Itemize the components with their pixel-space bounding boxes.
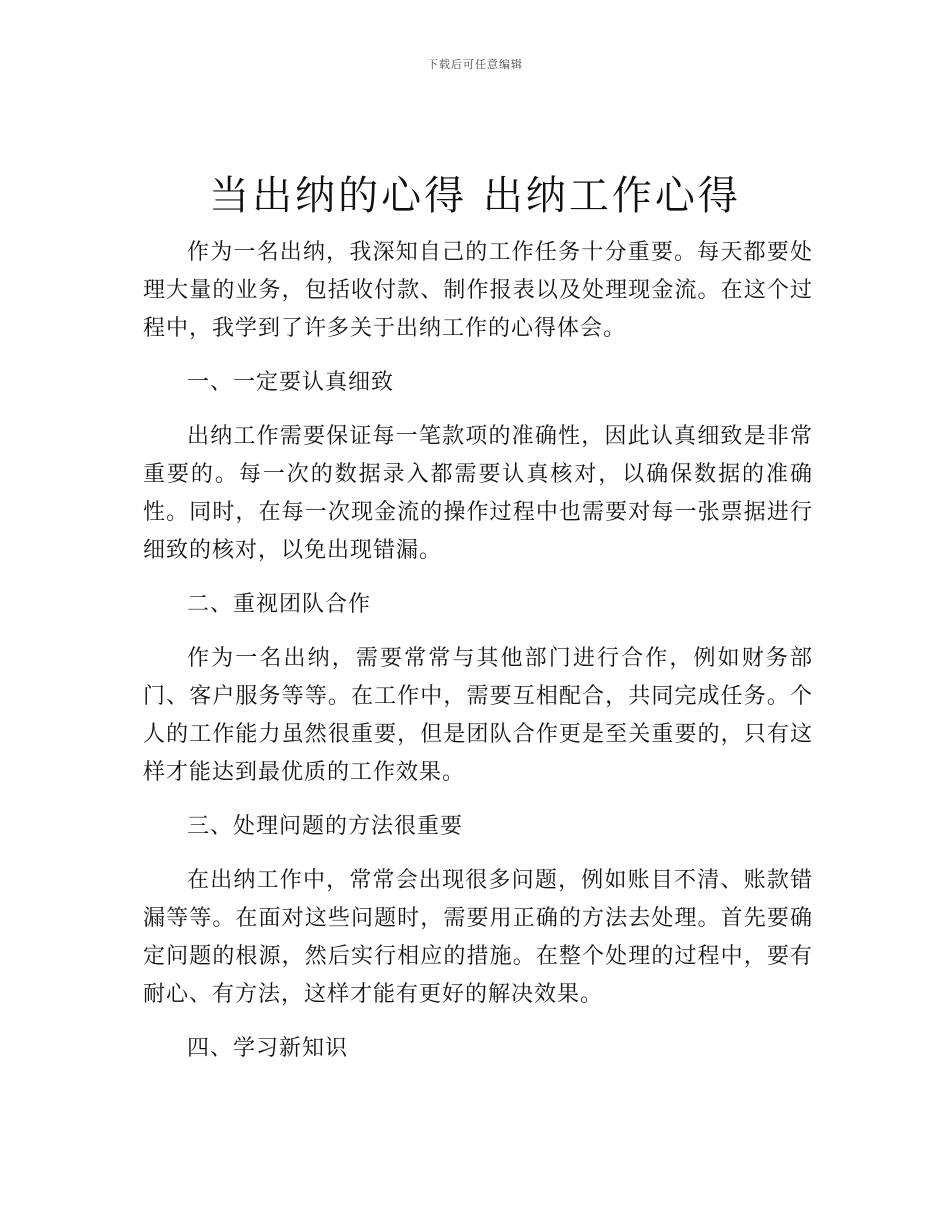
section-paragraph-3: 在出纳工作中，常常会出现很多问题，例如账目不清、账款错漏等等。在面对这些问题时，需要用正确的方法去处理。首先要确定问题的根源，然后实行相应的措施。在整个处理的过程中，要有耐心、有方法，这样才能有更好的解决效果。: [143, 868, 813, 1007]
section-heading-4: 四、学习新知识: [187, 1036, 349, 1061]
intro-paragraph: 作为一名出纳，我深知自己的工作任务十分重要。每天都要处理大量的业务，包括收付款、制作报表以及处理现金流。在这个过程中，我学到了许多关于出纳工作的心得体会。: [143, 240, 813, 341]
section-heading-3: 三、处理问题的方法很重要: [187, 814, 464, 839]
document-title: 当出纳的心得 出纳工作心得: [209, 173, 741, 219]
section-paragraph-1: 出纳工作需要保证每一笔款项的准确性，因此认真细致是非常重要的。每一次的数据录入都需要认真核对，以确保数据的准确性。同时，在每一次现金流的操作过程中也需要对每一张票据进行细致的核对，以免出现错漏。: [143, 424, 813, 563]
section-paragraph-2: 作为一名出纳，需要常常与其他部门进行合作，例如财务部门、客户服务等等。在工作中，需要互相配合，共同完成任务。个人的工作能力虽然很重要，但是团队合作更是至关重要的，只有这样才能达到最优质的工作效果。: [143, 646, 813, 785]
section-heading-1: 一、一定要认真细致: [187, 370, 395, 395]
header-note: 下载后可任意编辑: [427, 58, 523, 71]
section-heading-2: 二、重视团队合作: [187, 592, 372, 617]
document-body: [143, 234, 813, 1068]
